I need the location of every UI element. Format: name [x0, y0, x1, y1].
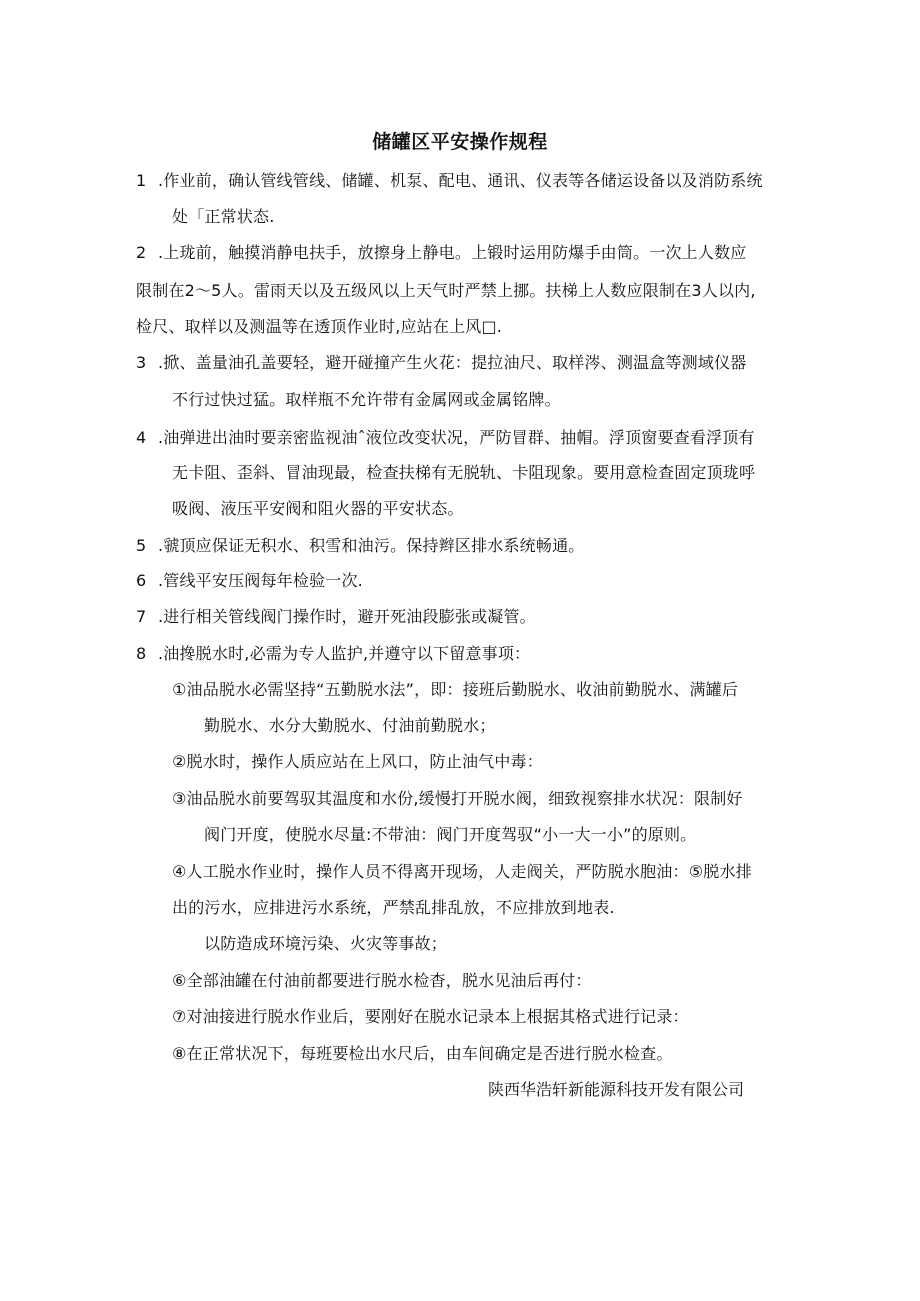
item-number: 4 [136, 428, 147, 447]
item-4-line-1 [136, 427, 755, 449]
item-number: 6 [136, 571, 147, 590]
item-number: 7 [136, 607, 147, 626]
item-4-line-2: 无卡阻、歪斜、冒油现最，检查扶梯有无脱轨、卡阻现象。要用意检查固定顶珑呼 [172, 463, 756, 482]
item-number: 5 [136, 536, 147, 555]
item-text: .管线平安压阀每年检验一次. [158, 571, 363, 590]
item-3-line-2: 不行过快过猛。取样瓶不允许带有金属网或金属铭牌。 [172, 390, 561, 409]
item-4-line-3: 吸阀、液压平安阀和阻火器的平安状态。 [172, 499, 464, 518]
sub-item-1-line-2: 勤脱水、水分大勤脱水、付油前勤脱水； [204, 716, 496, 735]
item-8-line-1 [136, 643, 530, 665]
item-text: .进行相关管线阀门操作时，避开死油段膨张或凝管。 [158, 607, 536, 626]
item-text: .上珑前，触摸消静电扶手，放擦身上静电。上锻时运用防爆手由筒。一次上人数应 [158, 243, 747, 262]
item-number: 3 [136, 353, 147, 372]
item-2-line-3: 检尺、取样以及测温等在透顶作业时,应站在上风□. [136, 317, 503, 336]
item-1-line-2: 处「正常状态. [172, 207, 275, 226]
sub-item-4-line-3: 以防造成环境污染、火灾等事故； [204, 934, 448, 953]
company-name: 陕西华浩轩新能源科技开发有限公司 [488, 1080, 745, 1099]
item-6-line-1 [136, 570, 363, 592]
item-text: .油弹进出油时要亲密监视油ˆ液位改变状况，严防冒群、抽帽。浮顶窗要查看浮顶有 [158, 428, 755, 447]
item-text: .油搀脱水时,必需为专人监护,并遵守以下留意事项： [158, 644, 531, 663]
sub-item-8: ⑧在正常状况下，每班要检出水尺后，由车间确定是否进行脱水检查。 [172, 1044, 673, 1063]
item-3-line-1 [136, 352, 747, 374]
item-5-line-1 [136, 535, 585, 557]
item-1-line-1 [136, 170, 763, 192]
sub-item-4-line-2: 出的污水，应排进污水系统，严禁乱排乱放，不应排放到地表. [172, 898, 615, 917]
item-2-line-1 [136, 242, 747, 264]
sub-item-3-line-1: ③油品脱水前要驾驭其温度和水份,缓慢打开脱水阀，细致视察排水状况：限制好 [172, 789, 743, 808]
sub-item-2: ②脱水时，操作人质应站在上风口，防止油气中毒： [172, 752, 543, 771]
item-2-line-2: 限制在2～5人。雷雨天以及五级风以上天气时严禁上挪。扶梯上人数应限制在3人以内, [136, 281, 756, 300]
sub-item-7: ⑦对油接进行脱水作业后，要刚好在脱水记录本上根据其格式进行记录： [172, 1007, 689, 1026]
item-text: .虢顶应保证无积水、积雪和油污。保持辫区排水系统畅通。 [158, 536, 585, 555]
item-7-line-1 [136, 606, 536, 628]
item-text: .掀、盖量油孔盖要轻，避开碰撞产生火花：提拉油尺、取样涔、测温盒等测域仪器 [158, 353, 747, 372]
item-number: 2 [136, 243, 147, 262]
sub-item-4-line-1: ④人工脱水作业时，操作人员不得离开现场，人走阀关，严防脱水胞油：⑤脱水排 [172, 862, 752, 881]
sub-item-3-line-2: 阀门开度，使脱水尽量:不带油：阀门开度驾驭“小一大一小”的原则。 [204, 825, 697, 844]
sub-item-1-line-1: ①油品脱水必需坚持“五勤脱水法”，即：接班后勤脱水、收油前勤脱水、满罐后 [172, 680, 739, 699]
document-title: 储罐区平安操作规程 [372, 131, 548, 153]
sub-item-6: ⑥全部油罐在付油前都要进行脱水检杳，脱水见油后再付： [172, 971, 592, 990]
item-number: 1 [136, 171, 147, 190]
item-text: .作业前，确认管线管线、储罐、机泵、配电、通讯、仪表等各储运设备以及消防系统 [158, 171, 763, 190]
item-number: 8 [136, 644, 147, 663]
